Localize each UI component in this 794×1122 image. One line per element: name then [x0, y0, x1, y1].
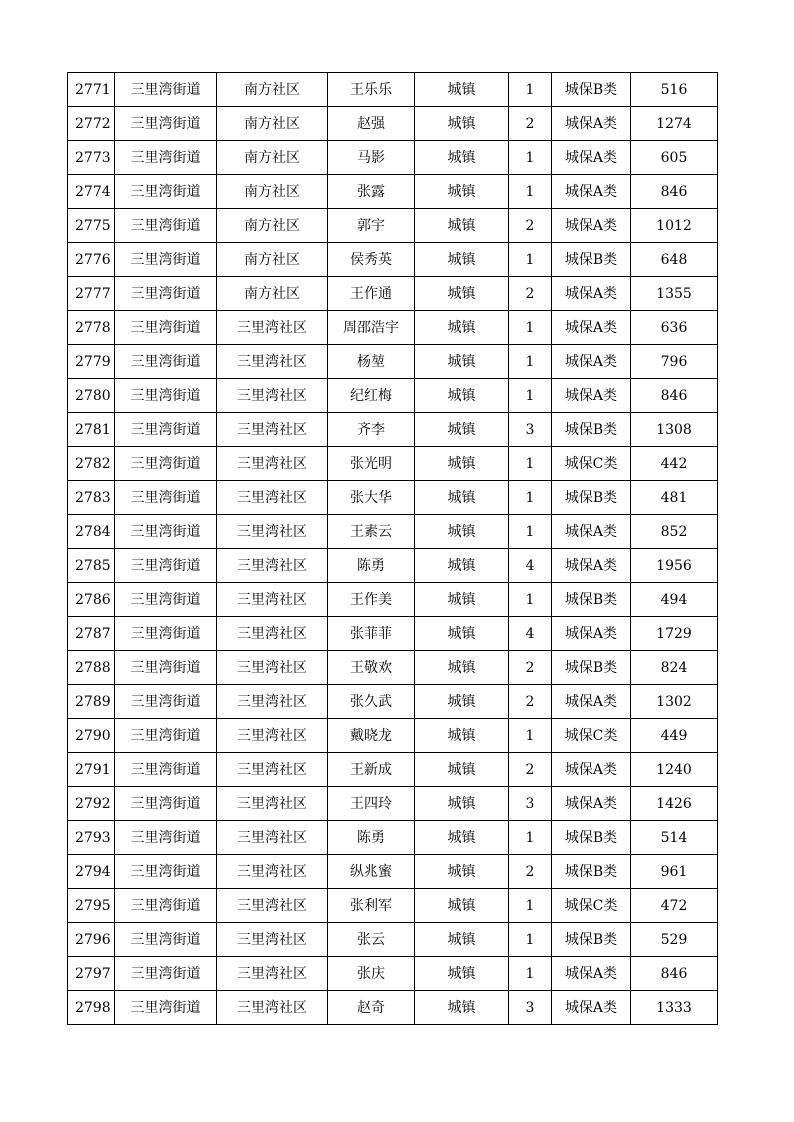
community-cell: 三里湾社区: [217, 617, 328, 651]
amount-cell: 1956: [631, 549, 718, 583]
subdistrict-cell: 三里湾街道: [115, 753, 217, 787]
table-body: [68, 73, 718, 1025]
household-type-cell: 城镇: [415, 753, 509, 787]
insurance-category-cell: 城保B类: [552, 855, 631, 889]
table-row: [68, 277, 718, 311]
community-cell: 三里湾社区: [217, 855, 328, 889]
member-count-cell: 1: [509, 957, 552, 991]
table-row: [68, 413, 718, 447]
row-number-cell: 2795: [68, 889, 115, 923]
table-row: [68, 923, 718, 957]
member-count-cell: 4: [509, 617, 552, 651]
name-cell: 纵兆蜜: [328, 855, 415, 889]
insurance-category-cell: 城保A类: [552, 311, 631, 345]
insurance-category-cell: 城保A类: [552, 787, 631, 821]
subdistrict-cell: 三里湾街道: [115, 73, 217, 107]
household-type-cell: 城镇: [415, 107, 509, 141]
amount-cell: 472: [631, 889, 718, 923]
subdistrict-cell: 三里湾街道: [115, 107, 217, 141]
community-cell: 三里湾社区: [217, 413, 328, 447]
subdistrict-cell: 三里湾街道: [115, 141, 217, 175]
household-type-cell: 城镇: [415, 277, 509, 311]
subdistrict-cell: 三里湾街道: [115, 175, 217, 209]
table-row: [68, 583, 718, 617]
household-type-cell: 城镇: [415, 311, 509, 345]
community-cell: 南方社区: [217, 141, 328, 175]
community-cell: 三里湾社区: [217, 481, 328, 515]
row-number-cell: 2775: [68, 209, 115, 243]
name-cell: 王素云: [328, 515, 415, 549]
name-cell: 马影: [328, 141, 415, 175]
insurance-category-cell: 城保C类: [552, 447, 631, 481]
name-cell: 张云: [328, 923, 415, 957]
name-cell: 郭宇: [328, 209, 415, 243]
row-number-cell: 2791: [68, 753, 115, 787]
community-cell: 南方社区: [217, 243, 328, 277]
household-type-cell: 城镇: [415, 957, 509, 991]
insurance-category-cell: 城保A类: [552, 991, 631, 1025]
name-cell: 赵奇: [328, 991, 415, 1025]
community-cell: 三里湾社区: [217, 923, 328, 957]
community-cell: 三里湾社区: [217, 651, 328, 685]
amount-cell: 442: [631, 447, 718, 481]
insurance-category-cell: 城保C类: [552, 719, 631, 753]
name-cell: 张庆: [328, 957, 415, 991]
amount-cell: 449: [631, 719, 718, 753]
name-cell: 张大华: [328, 481, 415, 515]
name-cell: 张光明: [328, 447, 415, 481]
subdistrict-cell: 三里湾街道: [115, 821, 217, 855]
household-type-cell: 城镇: [415, 379, 509, 413]
row-number-cell: 2772: [68, 107, 115, 141]
row-number-cell: 2788: [68, 651, 115, 685]
amount-cell: 1426: [631, 787, 718, 821]
row-number-cell: 2790: [68, 719, 115, 753]
name-cell: 周邵浩宇: [328, 311, 415, 345]
insurance-category-cell: 城保B类: [552, 243, 631, 277]
name-cell: 王作通: [328, 277, 415, 311]
insurance-category-cell: 城保B类: [552, 73, 631, 107]
row-number-cell: 2773: [68, 141, 115, 175]
table-row: [68, 685, 718, 719]
subdistrict-cell: 三里湾街道: [115, 379, 217, 413]
insurance-category-cell: 城保B类: [552, 481, 631, 515]
community-cell: 南方社区: [217, 73, 328, 107]
row-number-cell: 2787: [68, 617, 115, 651]
table-row: [68, 379, 718, 413]
household-type-cell: 城镇: [415, 481, 509, 515]
row-number-cell: 2784: [68, 515, 115, 549]
row-number-cell: 2789: [68, 685, 115, 719]
row-number-cell: 2783: [68, 481, 115, 515]
table-row: [68, 957, 718, 991]
data-table: [67, 72, 718, 1025]
row-number-cell: 2793: [68, 821, 115, 855]
member-count-cell: 1: [509, 73, 552, 107]
subdistrict-cell: 三里湾街道: [115, 991, 217, 1025]
table-row: [68, 549, 718, 583]
community-cell: 三里湾社区: [217, 821, 328, 855]
member-count-cell: 3: [509, 413, 552, 447]
subdistrict-cell: 三里湾街道: [115, 209, 217, 243]
amount-cell: 824: [631, 651, 718, 685]
subdistrict-cell: 三里湾街道: [115, 889, 217, 923]
community-cell: 三里湾社区: [217, 379, 328, 413]
subdistrict-cell: 三里湾街道: [115, 243, 217, 277]
table-row: [68, 515, 718, 549]
insurance-category-cell: 城保A类: [552, 515, 631, 549]
member-count-cell: 1: [509, 447, 552, 481]
amount-cell: 1729: [631, 617, 718, 651]
row-number-cell: 2798: [68, 991, 115, 1025]
amount-cell: 796: [631, 345, 718, 379]
member-count-cell: 1: [509, 719, 552, 753]
table-row: [68, 889, 718, 923]
name-cell: 张菲菲: [328, 617, 415, 651]
insurance-category-cell: 城保B类: [552, 583, 631, 617]
household-type-cell: 城镇: [415, 923, 509, 957]
table-row: [68, 447, 718, 481]
subdistrict-cell: 三里湾街道: [115, 549, 217, 583]
community-cell: 南方社区: [217, 277, 328, 311]
amount-cell: 1274: [631, 107, 718, 141]
name-cell: 张露: [328, 175, 415, 209]
household-type-cell: 城镇: [415, 413, 509, 447]
member-count-cell: 1: [509, 379, 552, 413]
household-type-cell: 城镇: [415, 651, 509, 685]
subdistrict-cell: 三里湾街道: [115, 311, 217, 345]
table-row: [68, 175, 718, 209]
name-cell: 王作美: [328, 583, 415, 617]
member-count-cell: 2: [509, 753, 552, 787]
row-number-cell: 2782: [68, 447, 115, 481]
member-count-cell: 1: [509, 141, 552, 175]
name-cell: 侯秀英: [328, 243, 415, 277]
member-count-cell: 2: [509, 651, 552, 685]
household-type-cell: 城镇: [415, 787, 509, 821]
community-cell: 三里湾社区: [217, 753, 328, 787]
household-type-cell: 城镇: [415, 617, 509, 651]
household-type-cell: 城镇: [415, 447, 509, 481]
community-cell: 三里湾社区: [217, 447, 328, 481]
row-number-cell: 2792: [68, 787, 115, 821]
subdistrict-cell: 三里湾街道: [115, 923, 217, 957]
amount-cell: 1240: [631, 753, 718, 787]
subdistrict-cell: 三里湾街道: [115, 413, 217, 447]
insurance-category-cell: 城保A类: [552, 549, 631, 583]
name-cell: 戴晓龙: [328, 719, 415, 753]
name-cell: 赵强: [328, 107, 415, 141]
amount-cell: 846: [631, 957, 718, 991]
community-cell: 南方社区: [217, 107, 328, 141]
amount-cell: 514: [631, 821, 718, 855]
name-cell: 张利军: [328, 889, 415, 923]
household-type-cell: 城镇: [415, 549, 509, 583]
insurance-category-cell: 城保A类: [552, 277, 631, 311]
community-cell: 三里湾社区: [217, 787, 328, 821]
amount-cell: 516: [631, 73, 718, 107]
table-row: [68, 719, 718, 753]
row-number-cell: 2779: [68, 345, 115, 379]
amount-cell: 529: [631, 923, 718, 957]
community-cell: 三里湾社区: [217, 515, 328, 549]
community-cell: 南方社区: [217, 209, 328, 243]
amount-cell: 1355: [631, 277, 718, 311]
row-number-cell: 2796: [68, 923, 115, 957]
member-count-cell: 1: [509, 515, 552, 549]
community-cell: 南方社区: [217, 175, 328, 209]
community-cell: 三里湾社区: [217, 345, 328, 379]
amount-cell: 1308: [631, 413, 718, 447]
amount-cell: 1012: [631, 209, 718, 243]
amount-cell: 961: [631, 855, 718, 889]
member-count-cell: 1: [509, 923, 552, 957]
community-cell: 三里湾社区: [217, 719, 328, 753]
table-row: [68, 243, 718, 277]
insurance-category-cell: 城保A类: [552, 617, 631, 651]
amount-cell: 846: [631, 379, 718, 413]
member-count-cell: 2: [509, 277, 552, 311]
subdistrict-cell: 三里湾街道: [115, 481, 217, 515]
insurance-category-cell: 城保B类: [552, 821, 631, 855]
member-count-cell: 1: [509, 175, 552, 209]
table-row: [68, 209, 718, 243]
subdistrict-cell: 三里湾街道: [115, 583, 217, 617]
name-cell: 张久武: [328, 685, 415, 719]
household-type-cell: 城镇: [415, 209, 509, 243]
amount-cell: 852: [631, 515, 718, 549]
amount-cell: 648: [631, 243, 718, 277]
community-cell: 三里湾社区: [217, 991, 328, 1025]
table-row: [68, 141, 718, 175]
subdistrict-cell: 三里湾街道: [115, 277, 217, 311]
household-type-cell: 城镇: [415, 821, 509, 855]
name-cell: 纪红梅: [328, 379, 415, 413]
subdistrict-cell: 三里湾街道: [115, 345, 217, 379]
member-count-cell: 1: [509, 889, 552, 923]
subdistrict-cell: 三里湾街道: [115, 787, 217, 821]
household-type-cell: 城镇: [415, 515, 509, 549]
member-count-cell: 2: [509, 107, 552, 141]
name-cell: 王四玲: [328, 787, 415, 821]
amount-cell: 846: [631, 175, 718, 209]
name-cell: 陈勇: [328, 821, 415, 855]
subdistrict-cell: 三里湾街道: [115, 957, 217, 991]
subdistrict-cell: 三里湾街道: [115, 685, 217, 719]
name-cell: 王敬欢: [328, 651, 415, 685]
amount-cell: 481: [631, 481, 718, 515]
table-row: [68, 617, 718, 651]
table-row: [68, 651, 718, 685]
subdistrict-cell: 三里湾街道: [115, 515, 217, 549]
household-type-cell: 城镇: [415, 175, 509, 209]
row-number-cell: 2777: [68, 277, 115, 311]
table-row: [68, 345, 718, 379]
name-cell: 杨堃: [328, 345, 415, 379]
community-cell: 三里湾社区: [217, 685, 328, 719]
name-cell: 陈勇: [328, 549, 415, 583]
row-number-cell: 2774: [68, 175, 115, 209]
row-number-cell: 2780: [68, 379, 115, 413]
table-row: [68, 821, 718, 855]
household-type-cell: 城镇: [415, 991, 509, 1025]
insurance-category-cell: 城保A类: [552, 345, 631, 379]
table-row: [68, 73, 718, 107]
member-count-cell: 1: [509, 821, 552, 855]
member-count-cell: 4: [509, 549, 552, 583]
amount-cell: 1333: [631, 991, 718, 1025]
member-count-cell: 3: [509, 787, 552, 821]
amount-cell: 605: [631, 141, 718, 175]
row-number-cell: 2776: [68, 243, 115, 277]
subdistrict-cell: 三里湾街道: [115, 719, 217, 753]
table-row: [68, 753, 718, 787]
insurance-category-cell: 城保A类: [552, 107, 631, 141]
row-number-cell: 2785: [68, 549, 115, 583]
member-count-cell: 2: [509, 855, 552, 889]
table-row: [68, 107, 718, 141]
name-cell: 王乐乐: [328, 73, 415, 107]
member-count-cell: 3: [509, 991, 552, 1025]
member-count-cell: 1: [509, 311, 552, 345]
insurance-category-cell: 城保A类: [552, 957, 631, 991]
insurance-category-cell: 城保B类: [552, 651, 631, 685]
household-type-cell: 城镇: [415, 141, 509, 175]
household-type-cell: 城镇: [415, 719, 509, 753]
row-number-cell: 2794: [68, 855, 115, 889]
insurance-category-cell: 城保B类: [552, 413, 631, 447]
member-count-cell: 2: [509, 209, 552, 243]
community-cell: 三里湾社区: [217, 889, 328, 923]
row-number-cell: 2786: [68, 583, 115, 617]
row-number-cell: 2797: [68, 957, 115, 991]
insurance-category-cell: 城保A类: [552, 753, 631, 787]
name-cell: 王新成: [328, 753, 415, 787]
subdistrict-cell: 三里湾街道: [115, 855, 217, 889]
insurance-category-cell: 城保A类: [552, 209, 631, 243]
household-type-cell: 城镇: [415, 243, 509, 277]
household-type-cell: 城镇: [415, 889, 509, 923]
row-number-cell: 2781: [68, 413, 115, 447]
row-number-cell: 2778: [68, 311, 115, 345]
name-cell: 齐李: [328, 413, 415, 447]
household-type-cell: 城镇: [415, 583, 509, 617]
household-type-cell: 城镇: [415, 685, 509, 719]
household-type-cell: 城镇: [415, 855, 509, 889]
insurance-category-cell: 城保A类: [552, 141, 631, 175]
table-row: [68, 311, 718, 345]
household-type-cell: 城镇: [415, 345, 509, 379]
community-cell: 三里湾社区: [217, 311, 328, 345]
insurance-category-cell: 城保A类: [552, 685, 631, 719]
table-row: [68, 787, 718, 821]
amount-cell: 1302: [631, 685, 718, 719]
subdistrict-cell: 三里湾街道: [115, 447, 217, 481]
insurance-category-cell: 城保C类: [552, 889, 631, 923]
member-count-cell: 2: [509, 685, 552, 719]
subdistrict-cell: 三里湾街道: [115, 651, 217, 685]
community-cell: 三里湾社区: [217, 957, 328, 991]
table-row: [68, 991, 718, 1025]
member-count-cell: 1: [509, 243, 552, 277]
amount-cell: 636: [631, 311, 718, 345]
member-count-cell: 1: [509, 345, 552, 379]
community-cell: 三里湾社区: [217, 583, 328, 617]
amount-cell: 494: [631, 583, 718, 617]
community-cell: 三里湾社区: [217, 549, 328, 583]
insurance-category-cell: 城保A类: [552, 175, 631, 209]
table-row: [68, 855, 718, 889]
member-count-cell: 1: [509, 481, 552, 515]
member-count-cell: 1: [509, 583, 552, 617]
household-type-cell: 城镇: [415, 73, 509, 107]
insurance-category-cell: 城保A类: [552, 379, 631, 413]
subdistrict-cell: 三里湾街道: [115, 617, 217, 651]
table-row: [68, 481, 718, 515]
insurance-category-cell: 城保B类: [552, 923, 631, 957]
row-number-cell: 2771: [68, 73, 115, 107]
